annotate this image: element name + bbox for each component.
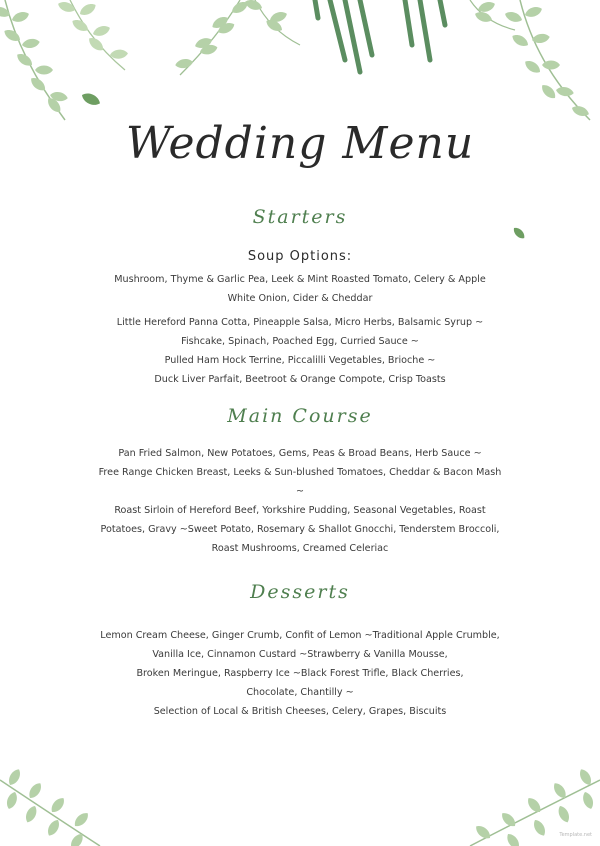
menu-line: Pan Fried Salmon, New Potatoes, Gems, Peas & Broad Beans, Herb Sauce ~ [118,448,482,459]
starters-heading: Starters [252,206,348,228]
menu-line: Roast Mushrooms, Creamed Celeriac [211,543,389,554]
menu-line: Duck Liver Parfait, Beetroot & Orange Compote, Crisp Toasts [154,374,446,385]
menu-line: Pulled Ham Hock Terrine, Piccalilli Vegetables, Brioche ~ [164,355,436,366]
menu-line: Mushroom, Thyme & Garlic Pea, Leek & Mint Roasted Tomato, Celery & Apple [114,274,486,285]
desserts-heading: Desserts [250,581,350,603]
menu-line: ~ [295,486,305,497]
menu-line: Potatoes, Gravy ~Sweet Potato, Rosemary & Shallot Gnocchi, Tenderstem Broccoli, [100,524,500,535]
leaf-single-1 [80,91,102,108]
leaf-branch-top-left-2 [57,0,129,70]
leaf-branch-top-center [174,0,300,75]
menu-line: Fishcake, Spinach, Poached Egg, Curried Sauce ~ [181,336,419,347]
desserts-list [95,626,505,721]
soup-options-heading: Soup Options: [247,249,353,264]
leaf-branch-bottom-left [0,767,100,846]
main-course-heading: Main Course [227,405,373,427]
fern-top-center [315,0,445,72]
menu-line: Little Hereford Panna Cotta, Pineapple Salsa, Micro Herbs, Balsamic Syrup ~ [116,317,484,328]
menu-line: White Onion, Cider & Cheddar [227,293,373,304]
watermark: Template.net [559,832,592,838]
menu-title: Wedding Menu [125,118,475,169]
menu-line: Vanilla Ice, Cinnamon Custard ~Strawberry & Vanilla Mousse, [152,649,448,660]
menu-line: Selection of Local & British Cheeses, Celery, Grapes, Biscuits [153,706,447,717]
main-course-list [95,444,505,558]
menu-line: Chocolate, Chantilly ~ [246,687,354,698]
soup-options-list [95,270,505,308]
starters-list [95,313,505,389]
leaf-branch-top-right [470,0,590,120]
menu-line: Roast Sirloin of Hereford Beef, Yorkshire Pudding, Seasonal Vegetables, Roast [114,505,486,516]
leaf-branch-top-left [0,0,69,120]
menu-line: Broken Meringue, Raspberry Ice ~Black Forest Trifle, Black Cherries, [136,668,464,679]
menu-line: Free Range Chicken Breast, Leeks & Sun-blushed Tomatoes, Cheddar & Bacon Mash [98,467,502,478]
menu-line: Lemon Cream Cheese, Ginger Crumb, Confit of Lemon ~Traditional Apple Crumble, [100,630,500,641]
